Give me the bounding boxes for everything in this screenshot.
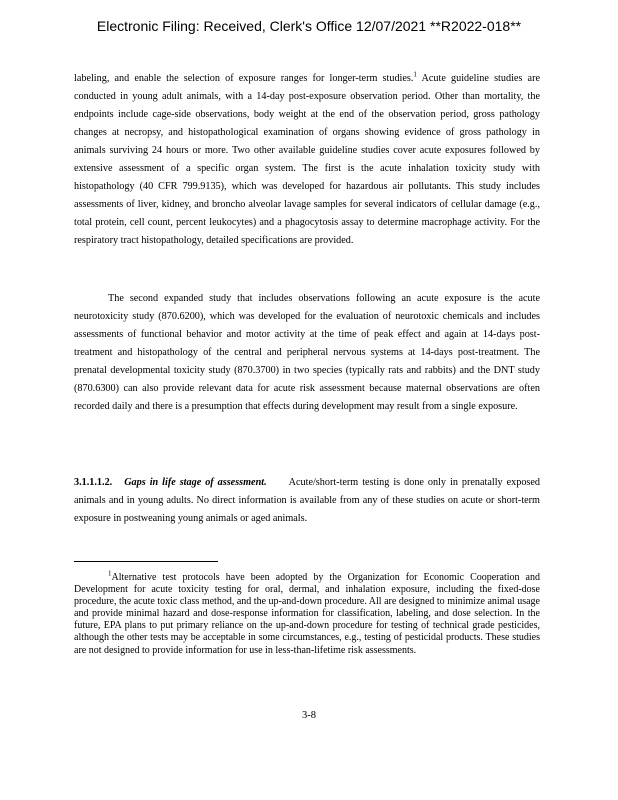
footnote (74, 569, 540, 657)
body-paragraph-1 (74, 70, 540, 250)
section-number: 3.1.1.1.2. (74, 477, 113, 488)
para1-continuation-text: Acute guideline studies are conducted in young adult animals, with a 14-day post-exposure observation period. Other than mortality, the endpoints include cage-side observations, body weight at the end of the observation period, gross pathology changes at necropsy, and histopathological examination of organs showing evidence of gross pathology in animals surviving 24 hours or more. Two other available guideline studies cover acute exposures followed by extensive assessment of a specific organ system. The first is the acute inhalation toxicity study with histopathology (40 CFR 799.9135), which was developed for hazardous air pollutants. This study includes assessments of liver, kidney, and broncho alveolar lavage samples for several indicators of cellular damage (e.g., total protein, cell count, percent leukocytes) and a phagocytosis assay to determine macrophage activity. For the respiratory tract histopathology, detailed specifications are provided. (74, 73, 540, 246)
footnote-mark: 1 (108, 569, 112, 578)
footnote-reference: 1 (413, 70, 417, 79)
footnote-text: Alternative test protocols have been adopted by the Organization for Economic Cooperation and Development for acute toxicity testing for oral, dermal, and inhalation exposure, including the fixed-dose procedure, the acute toxic class method, and the up-and-down procedure. All are designed to minimize animal usage and provide minimal hazard and dose-response information for classification, labeling, and dose selection. In the future, EPA plans to put primary reliance on the up-and-down procedure for testing of technical grade pesticides, although the other tests may be acceptable in some circumstances, e.g., testing of pesticidal products. These studies are not designed to provide information for use in less-than-lifetime risk assessments. (74, 572, 540, 656)
section-paragraph (74, 474, 540, 528)
page-number: 3-8 (302, 710, 316, 721)
section-title: Gaps in life stage of assessment. (124, 477, 267, 488)
section-body-text: Acute/short-term testing is done only in prenatally exposed animals and in young adults. No direct information is available from any of these studies on acute or short-term exposure in postweaning young animals or aged animals. (74, 477, 540, 524)
body-paragraph-2: The second expanded study that includes observations following an acute exposure is the acute neurotoxicity study (870.6200), which was developed for the evaluation of neurotoxic chemicals and includes assessments of functional behavior and motor activity at the time of peak effect and again at 14-days post-treatment and histopathology of the central and peripheral nervous systems at 14-days post-treatment. The prenatal developmental toxicity study (870.3700) in two species (typically rats and rabbits) and the DNT study (870.6300) can also provide relevant data for acute risk assessment because maternal observations are often recorded daily and there is a presumption that effects during development may result from a single exposure. (74, 293, 540, 412)
footnote-separator (74, 561, 218, 562)
para1-lead-text: labeling, and enable the selection of exposure ranges for longer-term studies. (74, 73, 414, 84)
filing-banner: Electronic Filing: Received, Clerk's Office 12/07/2021 **R2022-018** (96, 18, 522, 34)
